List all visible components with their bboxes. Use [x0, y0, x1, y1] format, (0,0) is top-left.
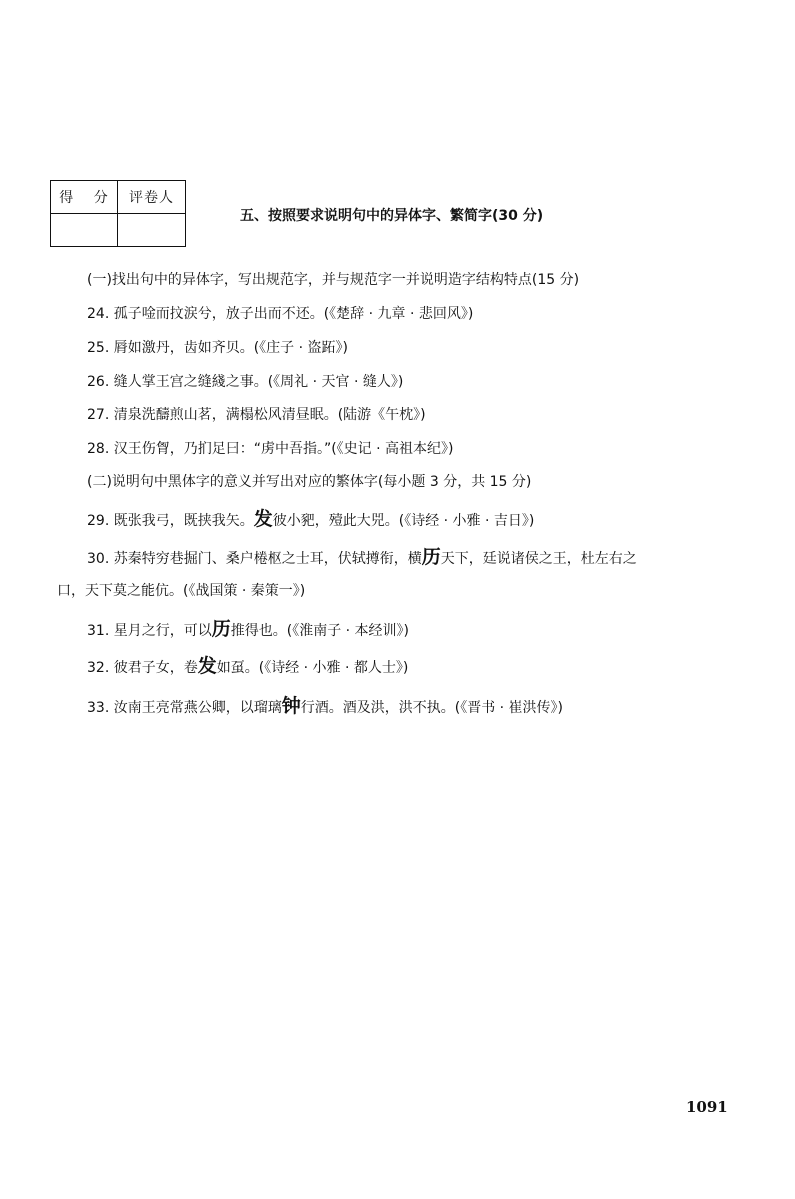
- part1-instruction: (一)找出句中的异体字，写出规范字，并与规范字一并说明造字结构特点(15 分): [87, 272, 580, 288]
- question-28: 28. 汉王伤胷，乃扪足曰：“虏中吾指。”(《史记 · 高祖本纪》): [87, 441, 454, 457]
- score-table: [50, 180, 186, 247]
- question-30-before: 30. 苏秦特穷巷掘门、桑户棬枢之士耳，伏轼撙衔，横: [87, 551, 422, 567]
- question-31-bold-char: 历: [211, 618, 231, 640]
- question-33-after: 行酒。酒及洪，洪不执。(《晋书 · 崔洪传》): [300, 700, 564, 716]
- question-32-bold-char: 发: [197, 655, 217, 677]
- question-25: 25. 脣如激丹，齿如齐贝。(《庄子 · 盗跖》): [87, 340, 348, 356]
- score-header: 得 分: [51, 181, 118, 214]
- question-29-before: 29. 既张我弓，既挟我矢。: [87, 513, 254, 529]
- section-title: 五、按照要求说明句中的异体字、繁简字(30 分): [240, 208, 544, 224]
- question-33-bold-char: 钟: [281, 695, 301, 717]
- question-31: [87, 620, 409, 640]
- question-32: [87, 657, 408, 677]
- question-31-after: 推得也。(《淮南子 · 本经训》): [230, 623, 410, 639]
- score-cell: [51, 214, 118, 246]
- question-24: 24. 孤子唫而抆涙兮，放子出而不还。(《楚辞 · 九章 · 悲回风》): [87, 306, 474, 322]
- question-31-before: 31. 星月之行，可以: [87, 623, 212, 639]
- grader-cell: [118, 214, 185, 246]
- question-30-bold-char: 历: [421, 546, 441, 568]
- question-29-after: 彼小豝，殪此大兕。(《诗经 · 小雅 · 吉日》): [272, 513, 535, 529]
- question-29-bold-char: 发: [253, 508, 273, 530]
- part2-instruction: (二)说明句中黑体字的意义并写出对应的繁体字(每小题 3 分，共 15 分): [87, 474, 532, 490]
- question-33-before: 33. 汝南王亮常燕公卿，以瑠璃: [87, 700, 282, 716]
- question-27: 27. 清泉洗醻煎山茗，满榻松风清昼眠。(陆游《午枕》): [87, 407, 426, 423]
- question-33: [87, 697, 563, 717]
- question-30-continued: 口，天下莫之能伉。(《战国策 · 秦策一》): [57, 583, 306, 599]
- question-32-after: 如虿。(《诗经 · 小雅 · 都人士》): [216, 660, 409, 676]
- question-30-after: 天下，廷说诸侯之王，杜左右之: [440, 551, 637, 567]
- question-26: 26. 缝人掌王宫之缝綫之事。(《周礼 · 天官 · 缝人》): [87, 374, 404, 390]
- question-29: [87, 510, 534, 530]
- question-30: [87, 548, 637, 568]
- page-number: 1091: [686, 1098, 728, 1116]
- grader-header: 评卷人: [118, 181, 185, 214]
- question-32-before: 32. 彼君子女，卷: [87, 660, 198, 676]
